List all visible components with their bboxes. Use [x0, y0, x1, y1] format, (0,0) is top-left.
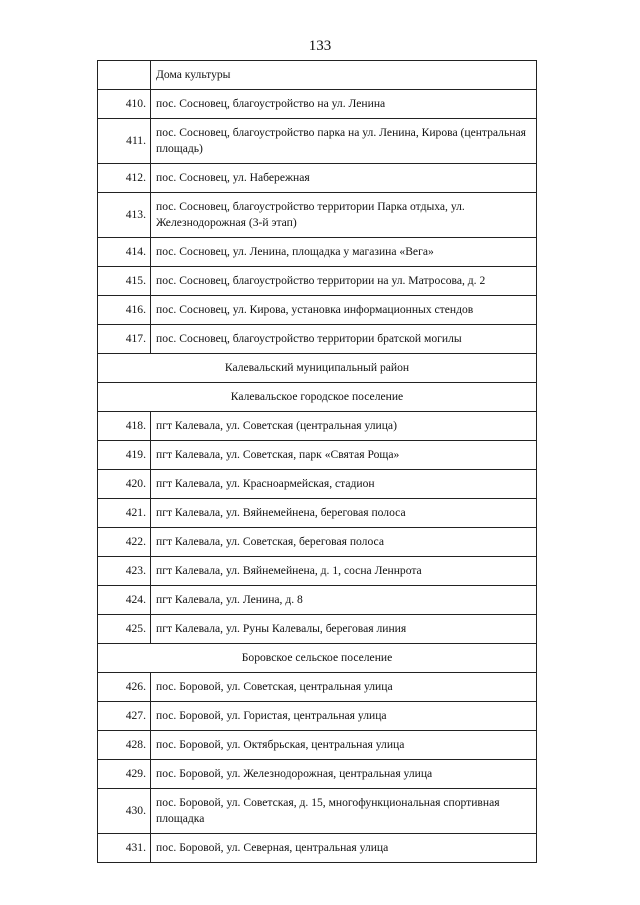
row-number: [98, 61, 151, 90]
row-number: 412.: [98, 164, 151, 193]
row-text: пос. Боровой, ул. Советская, д. 15, многофункциональная спортивная площадка: [151, 789, 537, 834]
row-text: пос. Боровой, ул. Железнодорожная, центральная улица: [151, 760, 537, 789]
table-row: [98, 412, 537, 441]
row-number: 429.: [98, 760, 151, 789]
row-number: 410.: [98, 90, 151, 119]
row-number: 431.: [98, 834, 151, 863]
row-text: пгт Калевала, ул. Руны Калевалы, береговая линия: [151, 615, 537, 644]
row-number: 426.: [98, 673, 151, 702]
locations-table: [97, 60, 537, 863]
table-row: [98, 267, 537, 296]
section-heading: Калевальский муниципальный район: [98, 354, 537, 383]
table-row: [98, 673, 537, 702]
section-row: [98, 644, 537, 673]
row-text: Дома культуры: [151, 61, 537, 90]
row-text: пос. Боровой, ул. Гористая, центральная улица: [151, 702, 537, 731]
section-heading: Боровское сельское поселение: [98, 644, 537, 673]
row-text: пгт Калевала, ул. Вяйнемейнена, д. 1, сосна Леннрота: [151, 557, 537, 586]
row-number: 425.: [98, 615, 151, 644]
table-row: [98, 470, 537, 499]
row-text: пос. Сосновец, благоустройство территории Парка отдыха, ул. Железнодорожная (3-й этап): [151, 193, 537, 238]
row-number: 423.: [98, 557, 151, 586]
row-number: 422.: [98, 528, 151, 557]
table-row: [98, 441, 537, 470]
row-text: пос. Боровой, ул. Октябрьская, центральная улица: [151, 731, 537, 760]
row-number: 417.: [98, 325, 151, 354]
row-text: пгт Калевала, ул. Советская, парк «Святая Роща»: [151, 441, 537, 470]
table-row: [98, 61, 537, 90]
table-row: [98, 615, 537, 644]
row-number: 411.: [98, 119, 151, 164]
table-row: [98, 193, 537, 238]
row-number: 415.: [98, 267, 151, 296]
row-text: пос. Сосновец, благоустройство парка на ул. Ленина, Кирова (центральная площадь): [151, 119, 537, 164]
row-text: пос. Сосновец, благоустройство территории на ул. Матросова, д. 2: [151, 267, 537, 296]
section-row: [98, 354, 537, 383]
table-row: [98, 557, 537, 586]
row-number: 428.: [98, 731, 151, 760]
table-row: [98, 586, 537, 615]
table-row: [98, 296, 537, 325]
row-text: пос. Боровой, ул. Советская, центральная улица: [151, 673, 537, 702]
row-text: пгт Калевала, ул. Советская (центральная улица): [151, 412, 537, 441]
table-body: [98, 61, 537, 863]
table-row: [98, 90, 537, 119]
page-number: 133: [308, 38, 332, 54]
section-row: [98, 383, 537, 412]
section-heading: Калевальское городское поселение: [98, 383, 537, 412]
table-row: [98, 119, 537, 164]
row-text: пос. Сосновец, ул. Набережная: [151, 164, 537, 193]
row-number: 427.: [98, 702, 151, 731]
row-text: пос. Сосновец, благоустройство на ул. Ленина: [151, 90, 537, 119]
table-row: [98, 702, 537, 731]
table-row: [98, 789, 537, 834]
row-number: 424.: [98, 586, 151, 615]
row-number: 430.: [98, 789, 151, 834]
row-text: пгт Калевала, ул. Ленина, д. 8: [151, 586, 537, 615]
table-row: [98, 760, 537, 789]
table-row: [98, 238, 537, 267]
row-number: 419.: [98, 441, 151, 470]
row-number: 414.: [98, 238, 151, 267]
row-number: 413.: [98, 193, 151, 238]
row-number: 418.: [98, 412, 151, 441]
row-text: пгт Калевала, ул. Красноармейская, стадион: [151, 470, 537, 499]
row-text: пгт Калевала, ул. Советская, береговая полоса: [151, 528, 537, 557]
row-text: пос. Сосновец, ул. Ленина, площадка у магазина «Вега»: [151, 238, 537, 267]
table-row: [98, 834, 537, 863]
row-text: пос. Сосновец, благоустройство территории братской могилы: [151, 325, 537, 354]
row-text: пос. Сосновец, ул. Кирова, установка информационных стендов: [151, 296, 537, 325]
row-number: 416.: [98, 296, 151, 325]
table-row: [98, 325, 537, 354]
row-number: 421.: [98, 499, 151, 528]
table-row: [98, 164, 537, 193]
row-text: пгт Калевала, ул. Вяйнемейнена, береговая полоса: [151, 499, 537, 528]
row-number: 420.: [98, 470, 151, 499]
row-text: пос. Боровой, ул. Северная, центральная улица: [151, 834, 537, 863]
table-row: [98, 499, 537, 528]
table-row: [98, 731, 537, 760]
table-row: [98, 528, 537, 557]
